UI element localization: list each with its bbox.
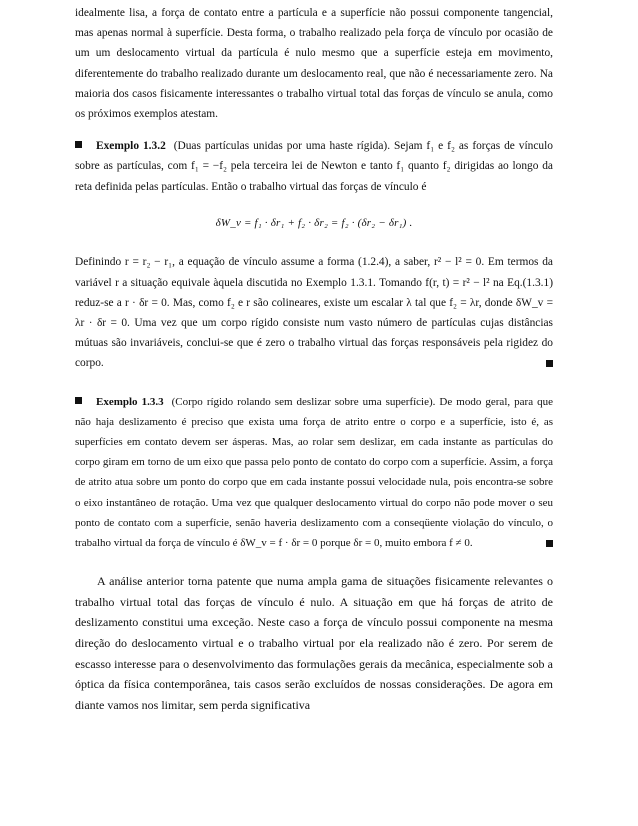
end-of-proof-square-icon: [546, 540, 553, 547]
end-of-proof-square-icon: [546, 360, 553, 367]
example-1-3-2-body: (Duas partículas unidas por uma haste rígida). Sejam f₁ e f₂ as forças de vínculo sobre as partículas, com f₁ = −f₂ pela terceira lei de Newton e tanto f₁ quanto f₂ dirigidas ao longo da reta definida pelas partículas. Então o trabalho virtual das forças de vínculo é: [75, 140, 553, 193]
square-bullet-icon: [75, 397, 82, 404]
example-1-3-3-text: [75, 392, 553, 554]
square-bullet-icon: [75, 141, 82, 148]
example-1-3-2-continuation-text: Definindo r = r₂ − r₁, a equação de vínculo assume a forma (1.2.4), a saber, r² − l² = 0. Em termos da variável r a situação equivale àquela discutida no Exemplo 1.3.1. Tomando f(r, t) = r² − l² na Eq.(1.3.1) reduz-se a r · δr = 0. Mas, como f₂ e r são colineares, existe um escalar λ tal que f₂ = λr, donde δW_v = λr · δr = 0. Uma vez que um corpo rígido consiste num vasto número de partículas cujas distâncias mútuas são invariáveis, conclui-se que é zero o trabalho virtual das forças responsáveis pela rigidez do corpo.: [75, 256, 553, 370]
virtual-work-equation: δW_v = f₁ · δr₁ + f₂ · δr₂ = f₂ · (δr₂ − δr₁) .: [215, 216, 413, 229]
example-1-3-3-title: Exemplo 1.3.3: [96, 395, 164, 408]
intro-paragraph: idealmente lisa, a força de contato entre a partícula e a superfície não possui componente tangencial, mas apenas normal à superfície. Desta forma, o trabalho realizado pela força de vínculo por ocasião de um um deslocamento virtual da partícula é nulo mesmo que a superfície esteja em movimento, diferentemente do trabalho realizado durante um deslocamento real, que não é necessariamente zero. Na maioria dos casos fisicamente interessantes o trabalho virtual total das forças de vínculo se anula, como os próximos exemplos atestam.: [75, 7, 553, 121]
document-page: [75, 0, 553, 715]
example-1-3-3: [75, 392, 553, 554]
final-paragraph: A análise anterior torna patente que numa ampla gama de situações fisicamente relevantes o trabalho virtual total das forças de vínculo é nulo. A situação em que há forças de atrito de deslizamento constitui uma exceção. Neste caso a força de vínculo possui componente na mesma direção do deslocamento virtual e o trabalho virtual por ela realizado não é zero. Por serem de escasso interesse para o desenvolvimento das formulações gerais da mecânica, especialmente sob a óptica da física contemporânea, tais casos serão excluídos de nossas considerações. De agora em diante vamos nos limitar, sem perda significativa: [75, 574, 553, 712]
example-1-3-2: [75, 136, 553, 373]
example-1-3-3-body: (Corpo rígido rolando sem deslizar sobre uma superfície). De modo geral, para que não haja deslizamento é preciso que exista uma força de atrito entre o corpo e a superfície, isto é, as superfícies em contato devem ser ásperas. Mas, ao rolar sem deslizar, em cada instante as partículas do corpo giram em torno de um eixo que passa pelo ponto de contato do corpo com a superfície. Assim, a força de atrito atua sobre um ponto do corpo que em cada instante possui velocidade nula, pois encontra-se sobre o eixo instantâneo de rotação. Uma vez que qualquer deslocamento virtual do corpo não pode mover o seu ponto de contato com a superfície, senão haveria deslizamento com a conseqüente violação do vínculo, o trabalho virtual da força de vínculo é δW_v = f · δr = 0 porque δr = 0, muito embora f ≠ 0.: [75, 395, 554, 550]
example-1-3-2-text: [75, 136, 553, 197]
example-1-3-2-title: Exemplo 1.3.2: [96, 140, 166, 153]
example-1-3-2-continuation: [75, 252, 553, 373]
